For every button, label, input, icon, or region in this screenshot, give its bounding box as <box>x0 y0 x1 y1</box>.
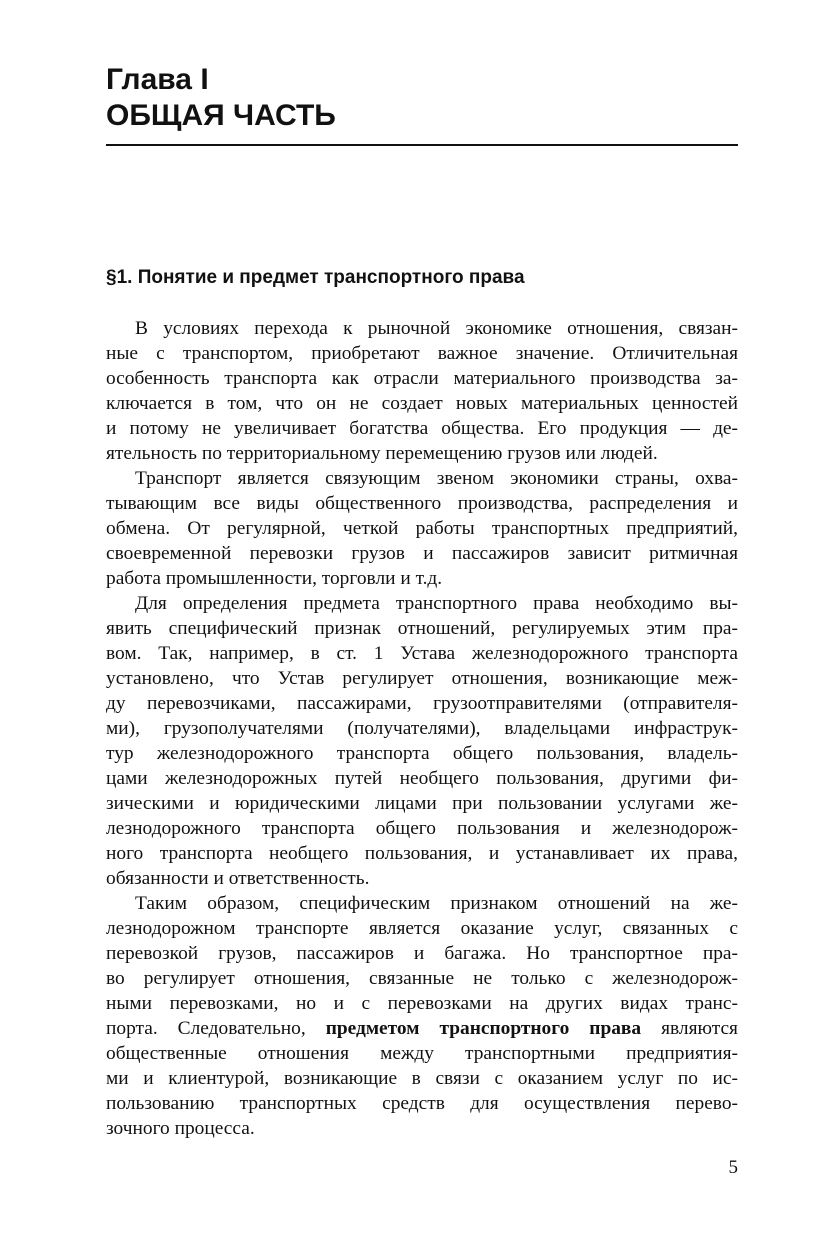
text-line: особенность транспорта как отрасли материального производства за- <box>106 368 738 389</box>
text-line: В условиях перехода к рыночной экономике отношения, связан- <box>135 318 738 339</box>
text-line-with-emphasis <box>106 1016 738 1041</box>
text-line: перевозкой грузов, пассажиров и багажа. Но транспортное пра- <box>106 943 738 964</box>
text-line: Для определения предмета транспортного права необходимо вы- <box>135 593 738 614</box>
paragraph <box>106 316 738 466</box>
text-line: зическими и юридическими лицами при пользовании услугами же- <box>106 793 738 814</box>
text-line: ного транспорта необщего пользования, и устанавливает их права, <box>106 843 738 864</box>
text-line: ятельность по территориальному перемещению грузов или людей. <box>106 443 658 464</box>
text-line: и потому не увеличивает богатства общества. Его продукция — де- <box>106 418 738 439</box>
text-line: ными перевозками, но и с перевозками на других видах транс- <box>106 993 738 1014</box>
paragraph <box>106 891 738 1141</box>
text-line: ду перевозчиками, пассажирами, грузоотправителями (отправителя- <box>106 693 738 714</box>
text-line: лезнодорожном транспорте является оказание услуг, связанных с <box>106 918 738 939</box>
body-text <box>106 316 738 1141</box>
text-line: лезнодорожного транспорта общего пользования и железнодорож- <box>106 818 738 839</box>
text-line: во регулирует отношения, связанные не только с железнодорож- <box>106 968 738 989</box>
text-line: Таким образом, специфическим признаком отношений на же- <box>135 893 738 914</box>
text-line: тывающим все виды общественного производства, распределения и <box>106 493 738 514</box>
text-line: установлено, что Устав регулирует отношения, возникающие меж- <box>106 668 738 689</box>
text-line: цами железнодорожных путей необщего пользования, другими фи- <box>106 768 738 789</box>
paragraph <box>106 466 738 591</box>
chapter-number: Глава I <box>106 63 209 96</box>
text-line: ные с транспортом, приобретают важное значение. Отличительная <box>106 343 738 364</box>
chapter-heading <box>106 62 738 134</box>
text-line: вом. Так, например, в ст. 1 Устава железнодорожного транспорта <box>106 643 738 664</box>
chapter-divider <box>106 144 738 146</box>
text-line: общественные отношения между транспортными предприятия- <box>106 1043 738 1064</box>
text-line: ми), грузополучателями (получателями), владельцами инфраструк- <box>106 718 738 739</box>
text-line: ключается в том, что он не создает новых материальных ценностей <box>106 393 738 414</box>
text-line: Транспорт является связующим звеном экономики страны, охва- <box>135 468 738 489</box>
section-heading: §1. Понятие и предмет транспортного права <box>106 267 525 288</box>
paragraph <box>106 591 738 891</box>
text-line: ми и клиентурой, возникающие в связи с оказанием услуг по ис- <box>106 1068 738 1089</box>
text-line: своевременной перевозки грузов и пассажиров зависит ритмичная <box>106 543 738 564</box>
key-term: предметом транспортного права <box>325 1018 642 1039</box>
text-line: обязанности и ответственность. <box>106 868 370 889</box>
page-number: 5 <box>728 1157 738 1178</box>
text-line: зочного процесса. <box>106 1118 255 1139</box>
text-segment: являются <box>661 1018 738 1039</box>
text-line: явить специфический признак отношений, регулируемых этим пра- <box>106 618 738 639</box>
text-line: тур железнодорожного транспорта общего пользования, владель- <box>106 743 738 764</box>
text-segment: порта. Следовательно, <box>106 1018 306 1039</box>
text-line: работа промышленности, торговли и т.д. <box>106 568 443 589</box>
text-line: пользованию транспортных средств для осуществления перево- <box>106 1093 738 1114</box>
text-line: обмена. От регулярной, четкой работы транспортных предприятий, <box>106 518 738 539</box>
chapter-title: ОБЩАЯ ЧАСТЬ <box>106 99 336 132</box>
